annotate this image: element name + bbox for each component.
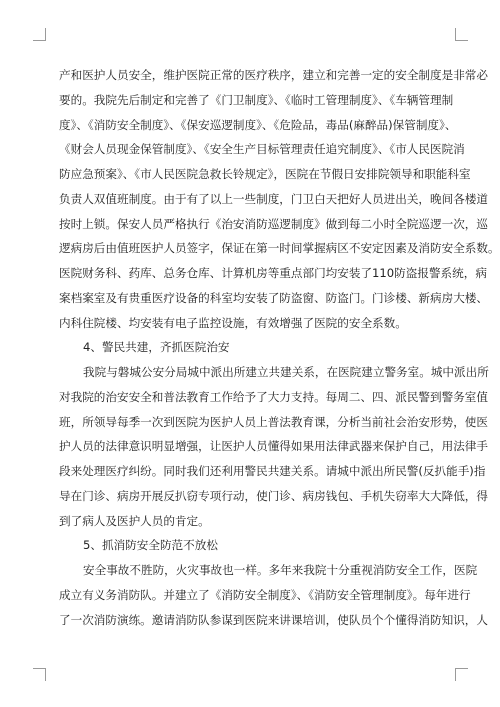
text-line: 4、警民共建，齐抓医院治安	[83, 340, 230, 355]
text-line: 要的。我院先后制定和完善了《门卫制度》、《临时工管理制度》、《车辆管理制	[59, 92, 454, 107]
text-line: 对我院的治安安全和普法教育工作给予了大力支持。每周二、四、派民警到警务室值	[59, 389, 488, 404]
crop-mark-top-right	[455, 28, 468, 41]
text-line: 了一次消防演练。邀请消防队参谋到医院来讲课培训，使队员个个懂得消防知识，人	[59, 612, 488, 627]
text-line: 安全事故不胜防，火灾事故也一样。多年来我院十分重视消防安全工作，医院	[83, 563, 478, 577]
crop-mark-bottom-right	[455, 668, 468, 681]
document-body	[59, 63, 500, 632]
text-line: 成立有义务消防队。并建立了《消防安全制度》、《消防安全管理制度》。每年进行	[59, 587, 471, 602]
crop-mark-top-left	[33, 28, 46, 41]
text-line: 产和医护人员安全，维护医院正常的医疗秩序，建立和完善一定的安全制度是非常必	[59, 68, 488, 82]
text-line: 度》、《消防安全制度》、《保安巡逻制度》、《危险品，毒品(麻醉品)保管制度》、	[59, 117, 457, 132]
text-line: 班，所领导每季一次到医院为医护人员上普法教育课，分析当前社会治安形势，使医	[59, 414, 488, 429]
text-line: 我院与磐城公安分局城中派出所建立共建关系，在医院建立警务室。城中派出所	[83, 365, 489, 379]
text-line: 按时上锁。保安人员严格执行《治安消防巡逻制度》做到每二小时全院巡逻一次，巡	[59, 216, 488, 231]
text-line: 案档案室及有贵重医疗设备的科室均安装了防盗窗、防盗门。门诊楼、新病房大楼、	[59, 290, 488, 305]
text-line: 段来处理医疗纠纷。同时我们还利用警民共建关系。请城中派出所民警(反扒能手)指	[59, 464, 486, 478]
crop-mark-bottom-left	[33, 668, 46, 681]
text-line: 逻病房后由值班医护人员签字，保证在第一时间掌握病区不安定因素及消防安全系数。	[59, 241, 500, 256]
text-line: 《财会人员现金保管制度》、《安全生产目标管理责任追究制度》、《市人民医院消	[59, 142, 465, 157]
text-line: 导在门诊、病房开展反扒窃专项行动，使门诊、病房钱包、手机失窃率大大降低，得	[59, 488, 488, 503]
text-line: 医院财务科、药库、总务仓库、计算机房等重点部门均安装了110防盗报警系统，病	[59, 266, 487, 280]
text-line: 负责人双值班制度。由于有了以上一些制度，门卫白天把好人员进出关，晚间各楼道	[59, 191, 488, 206]
text-line: 护人员的法律意识明显增强，让医护人员懂得如果用法律武器来保护自己，用法律手	[59, 439, 488, 454]
text-line: 到了病人及医护人员的肯定。	[59, 513, 210, 528]
text-line: 5、抓消防安全防范不放松	[83, 538, 218, 553]
text-line: 防应急预案》、《市人民医院急救长铃规定》，医院在节假日安排院领导和职能科室	[59, 167, 471, 181]
text-line: 内科住院楼、均安装有电子监控设施，有效增强了医院的安全系数。	[59, 315, 407, 330]
